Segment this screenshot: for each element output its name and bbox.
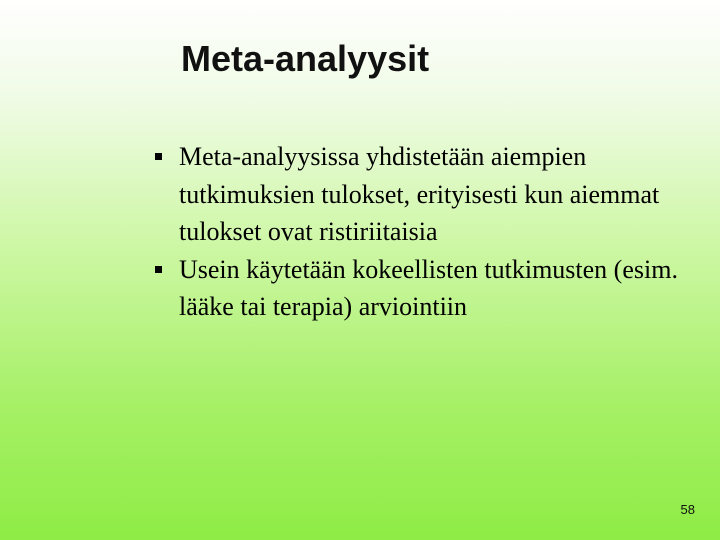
- bullet-text: Meta-analyysissa yhdistetään aiempien tutkimuksien tulokset, erityisesti kun aiemmat tulokset ovat ristiriitaisia: [179, 142, 660, 246]
- square-bullet-icon: [155, 153, 162, 160]
- bullet-list: [150, 138, 690, 326]
- list-item: [150, 251, 690, 326]
- slide-title: Meta-analyysit: [181, 38, 430, 79]
- page-number: 58: [680, 502, 695, 517]
- list-item: [150, 138, 690, 251]
- square-bullet-icon: [155, 266, 162, 273]
- bullet-text: Usein käytetään kokeellisten tutkimusten (esim. lääke tai terapia) arviointiin: [179, 254, 678, 321]
